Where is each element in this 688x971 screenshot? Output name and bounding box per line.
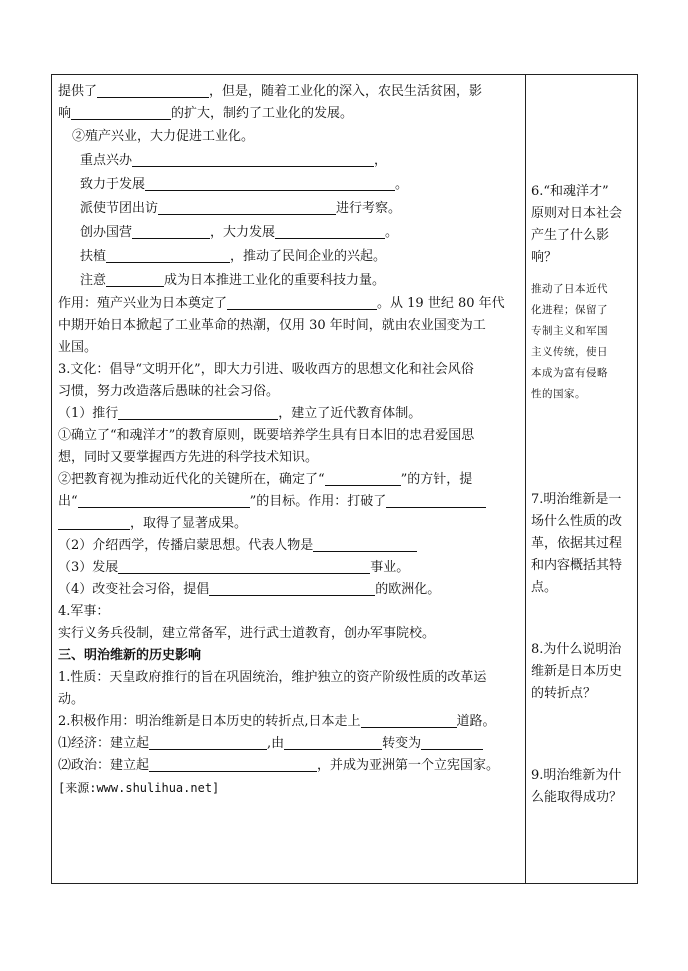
question-8: 8.为什么说明治 维新是日本历史 的转折点？ <box>531 642 623 701</box>
fill-blank <box>71 105 171 120</box>
text-line: 4.军事： <box>58 604 110 619</box>
fill-blank <box>106 272 164 287</box>
fill-blank <box>149 735 267 750</box>
text-line: 1.性质：天皇政府推行的旨在巩固统治，维护独立的资产阶级性质的改革运 <box>58 670 487 685</box>
text-line: 致力于发展 。 <box>80 177 409 192</box>
fill-blank <box>158 200 336 215</box>
text-line: 注意 成为日本推进工业化的重要科技力量。 <box>80 273 386 288</box>
fill-blank <box>284 735 382 750</box>
text-line: 习惯，努力改造落后愚昧的社会习俗。 <box>58 384 280 399</box>
fill-blank <box>325 471 401 486</box>
fill-blank <box>149 757 317 772</box>
source-note: [来源:www.shulihua.net] <box>58 781 220 795</box>
fill-blank <box>106 248 230 263</box>
text-line: 重点兴办 ， <box>80 153 388 168</box>
question-6: 6.“和魂洋才” 原则对日本社会 产生了什么影 响？ <box>531 184 623 265</box>
fill-blank <box>132 224 210 239</box>
fill-blank <box>78 493 250 508</box>
text-line: 动。 <box>58 692 85 707</box>
text-line: （4）改变社会习俗，提倡 的欧洲化。 <box>58 582 441 597</box>
fill-blank <box>209 581 375 596</box>
column-divider <box>525 75 526 883</box>
fill-blank <box>421 735 483 750</box>
text-line: 业国。 <box>58 340 98 355</box>
fill-blank <box>145 176 395 191</box>
text-line: （2）介绍西学，传播启蒙思想。代表人物是 <box>58 535 522 557</box>
fill-blank <box>58 515 130 530</box>
fill-blank <box>97 83 209 98</box>
text-line: ②殖产兴业，大力促进工业化。 <box>72 129 255 144</box>
text-line: 中期开始日本掀起了工业革命的热潮，仅用 30 年时间，就由农业国变为工 <box>58 318 486 333</box>
text-line: 作用：殖产兴业为日本奠定了 。从 19 世纪 80 年代 <box>58 296 505 311</box>
fill-blank <box>361 713 457 728</box>
text-line: 2.积极作用：明治维新是日本历史的转折点,日本走上 道路。 <box>58 714 496 729</box>
text-line: 想，同时又要掌握西方先进的科学技术知识。 <box>58 450 319 465</box>
fill-blank <box>275 224 385 239</box>
text-line: 出“ ”的目标。作用：打破了 <box>58 491 522 513</box>
text-line: 扶植 ，推动了民间企业的兴起。 <box>80 249 387 264</box>
text-line: 创办国营 ，大力发展 。 <box>80 225 399 240</box>
text-line: 派使节团出访 进行考察。 <box>80 201 402 216</box>
text-line: （3）发展 事业。 <box>58 560 410 575</box>
text-line: 实行义务兵役制，建立常备军，进行武士道教育，创办军事院校。 <box>58 626 436 641</box>
text-line: ①确立了“和魂洋才”的教育原则，既要培养学生具有日本旧的忠君爱国思 <box>58 428 475 443</box>
answer-6-handwritten: 推动了日本近代 化进程；保留了 专制主义和军国 主义传统，使日 本成为富有侵略 性的国家。 <box>531 283 608 400</box>
fill-blank <box>132 152 374 167</box>
section-heading: 三、明治维新的历史影响 <box>58 648 202 663</box>
question-7: 7.明治维新是一 场什么性质的改 革，依据其过程 和内容概括其特 点。 <box>531 492 623 595</box>
text-line: ②把教育视为推动近代化的关键所在，确定了“ ”的方针，提 <box>58 472 473 487</box>
text-line: ，取得了显著成果。 <box>58 513 522 535</box>
text-line: ⑴经济：建立起 ,由 转变为 <box>58 733 522 755</box>
fill-blank <box>313 537 417 552</box>
fill-blank <box>118 559 370 574</box>
fill-blank <box>227 295 377 310</box>
text-line: 响 的扩大，制约了工业化的发展。 <box>58 106 354 121</box>
fill-blank <box>386 493 486 508</box>
text-line: ⑵政治：建立起 ，并成为亚洲第一个立宪国家。 <box>58 758 500 773</box>
question-9: 9.明治维新为什 么能取得成功？ <box>531 768 623 805</box>
text-line: 3.文化：倡导“文明开化”，即大力引进、吸收西方的思想文化和社会风俗 <box>58 362 474 377</box>
text-line: 提供了 ，但是，随着工业化的深入，农民生活贫困，影 <box>58 84 483 99</box>
text-line: （1）推行 ，建立了近代教育体制。 <box>58 406 422 421</box>
fill-blank <box>118 405 278 420</box>
worksheet-table <box>51 74 638 884</box>
main-content <box>58 81 522 799</box>
